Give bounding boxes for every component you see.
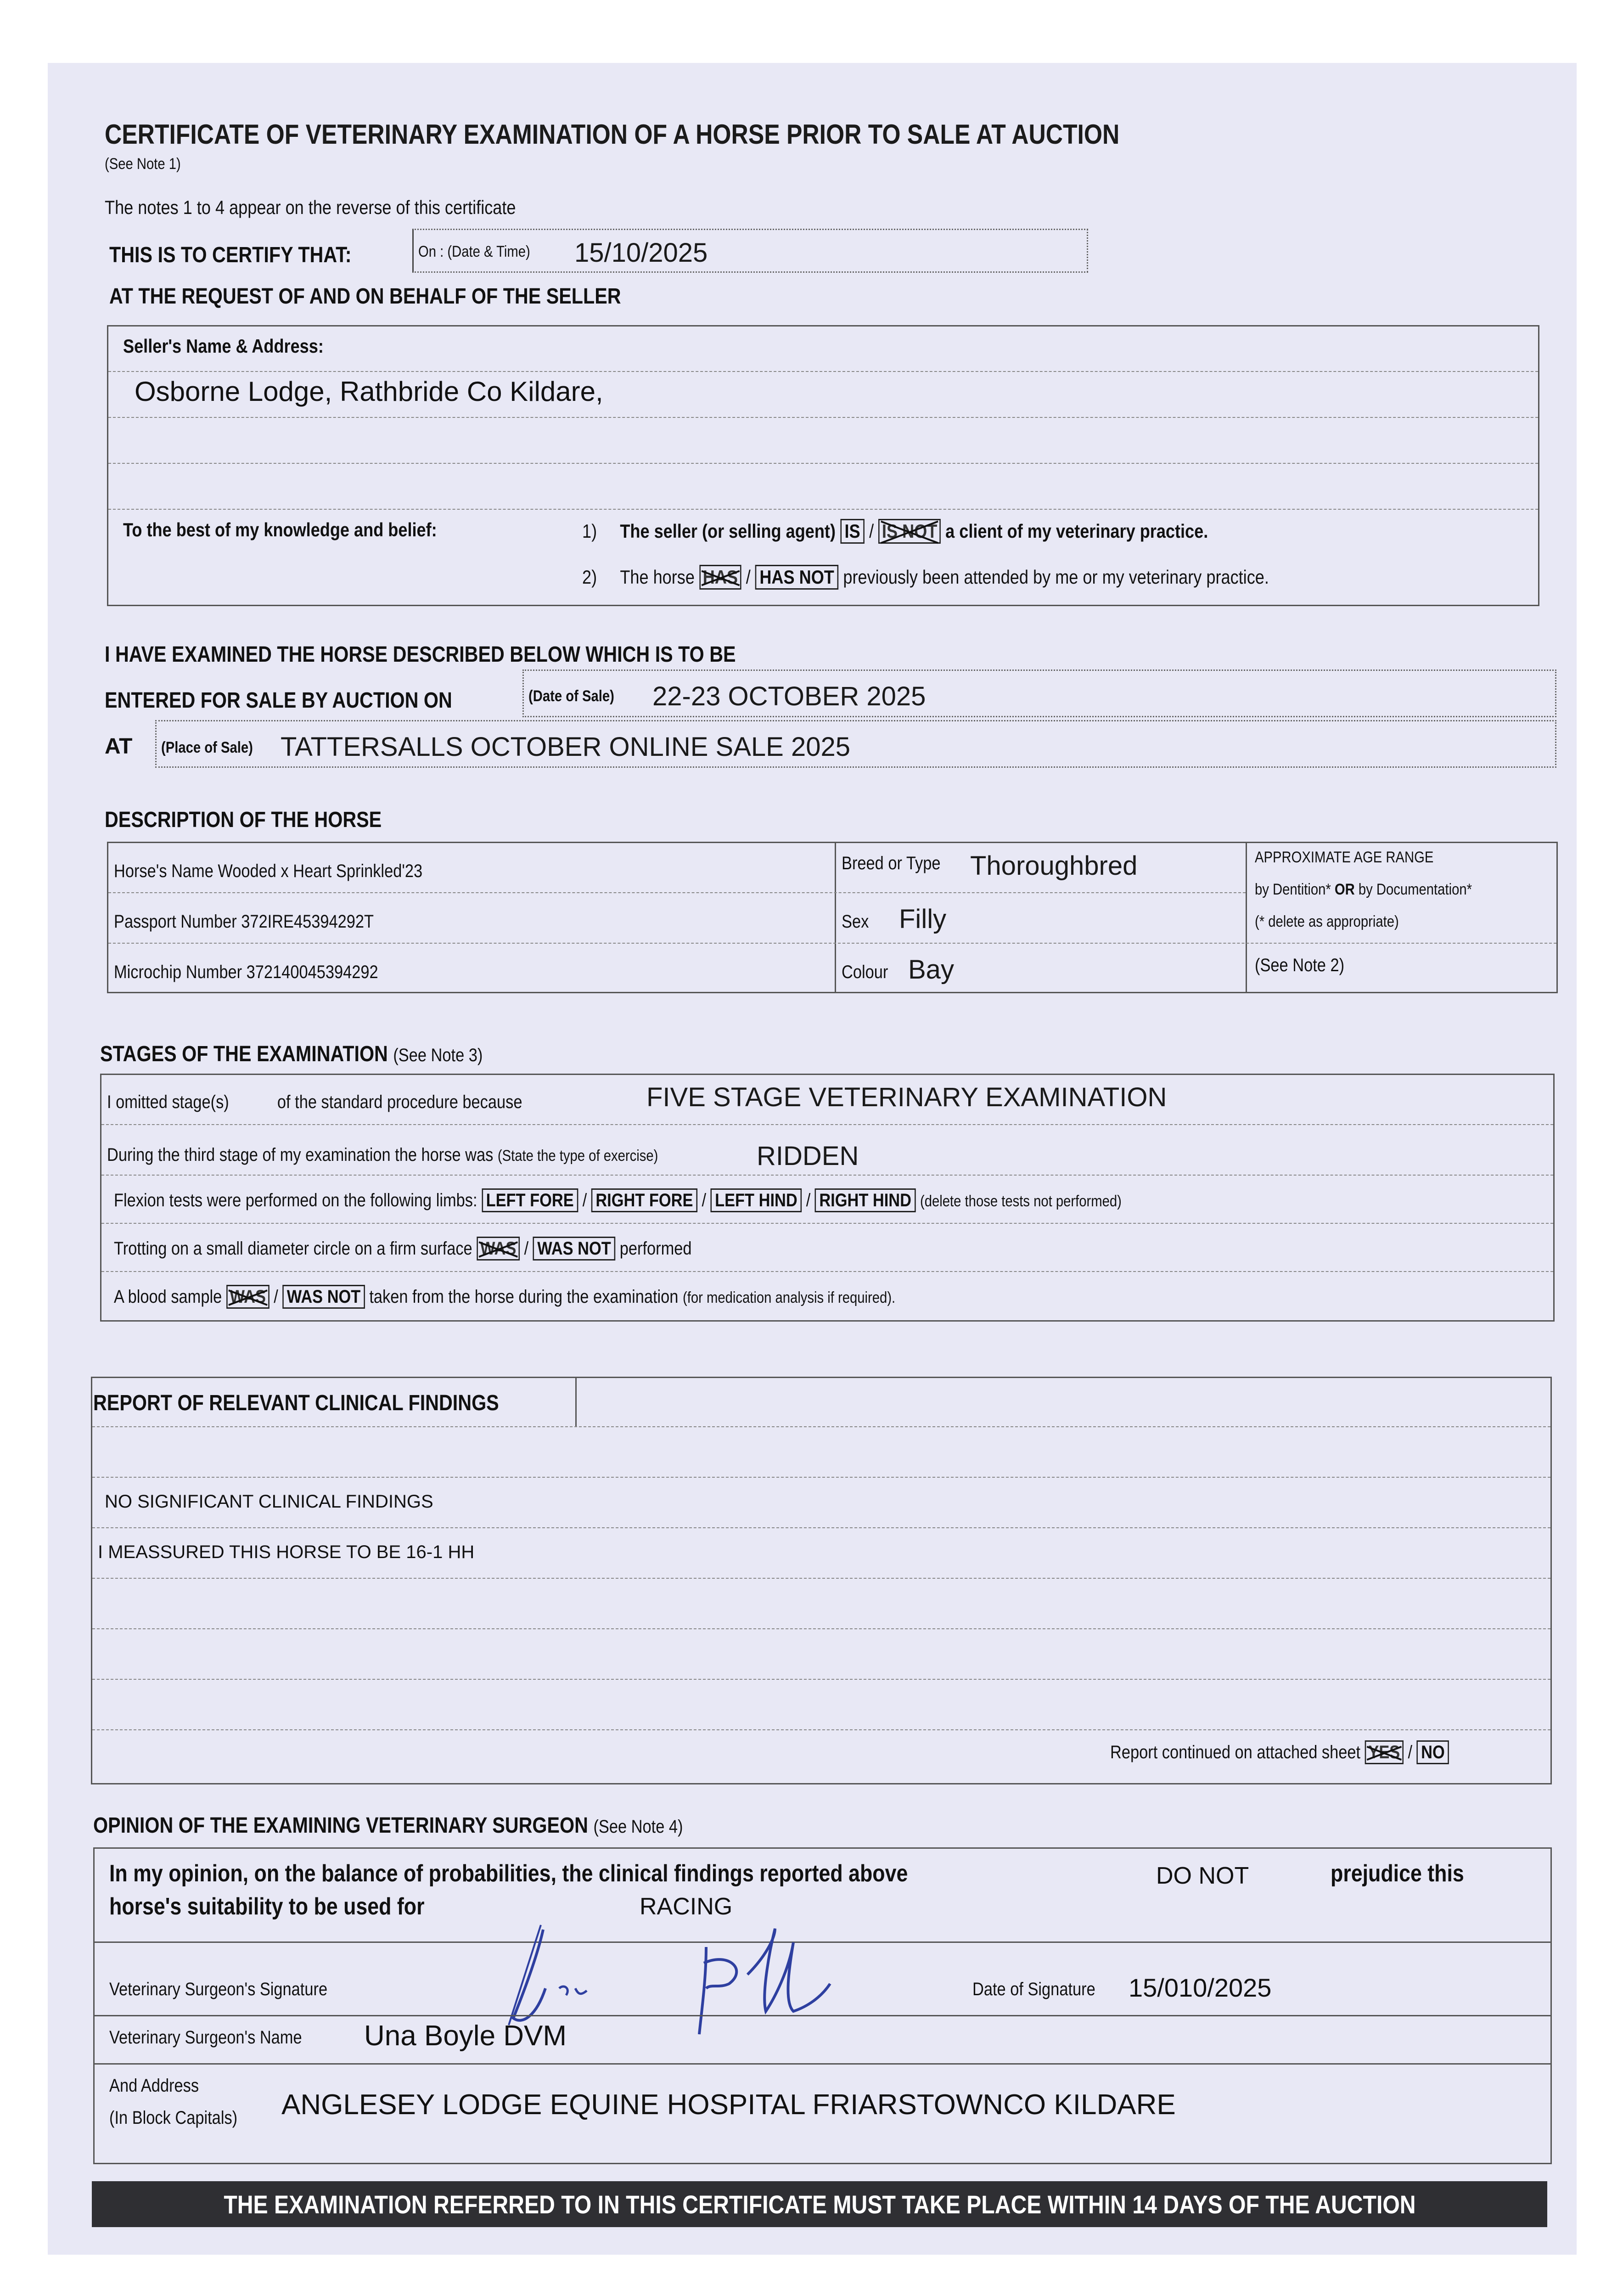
address-label-2: (In Block Capitals)	[109, 2108, 238, 2128]
horse-name-row: Horse's Name Wooded x Heart Sprinkled'23	[114, 861, 423, 881]
request-line: AT THE REQUEST OF AND ON BEHALF OF THE SELLER	[109, 284, 621, 309]
has-not-option[interactable]: HAS NOT	[755, 565, 838, 590]
finding-line-2: I MEASSURED THIS HORSE TO BE 16-1 HH	[98, 1542, 475, 1562]
age-see-note: (See Note 2)	[1255, 955, 1345, 975]
date-time-field[interactable]	[412, 229, 1088, 273]
notes-line: The notes 1 to 4 appear on the reverse of this certificate	[105, 197, 516, 218]
description-title: DESCRIPTION OF THE HORSE	[105, 808, 382, 832]
opinion-text-a: In my opinion, on the balance of probabilities, the clinical findings reported above	[109, 1860, 908, 1887]
blood-sample-row: A blood sample WAS / WAS NOT taken from the horse during the examination (for medication analysis if required).	[114, 1285, 1022, 1309]
left-fore-option[interactable]: LEFT FORE	[482, 1188, 578, 1212]
age-title: APPROXIMATE AGE RANGE	[1255, 849, 1434, 866]
seller-label: Seller's Name & Address:	[123, 335, 324, 357]
on-label: On : (Date & Time)	[418, 243, 530, 260]
breed-row: Breed or Type	[842, 853, 941, 873]
is-option[interactable]: IS	[840, 519, 865, 544]
item-1: 1) The seller (or selling agent) IS / IS NOT a client of my veterinary practice.	[582, 519, 1310, 544]
title-note: (See Note 1)	[105, 155, 181, 173]
seller-box	[107, 325, 1539, 606]
right-fore-option[interactable]: RIGHT FORE	[591, 1188, 697, 1212]
microchip-value: 372140045394292	[246, 962, 378, 982]
certify-label: THIS IS TO CERTIFY THAT:	[109, 243, 352, 267]
date-signature-label: Date of Signature	[972, 1979, 1095, 1999]
examined-line: I HAVE EXAMINED THE HORSE DESCRIBED BELOW WHICH IS TO BE	[105, 642, 736, 667]
entered-label: ENTERED FOR SALE BY AUCTION ON	[105, 688, 452, 713]
surgeon-name-label: Veterinary Surgeon's Name	[109, 2027, 302, 2048]
flexion-row: Flexion tests were performed on the following limbs: LEFT FORE / RIGHT FORE / LEFT HIND / RIGHT HIND (delete those tests not performed)	[114, 1188, 1286, 1212]
sex-value: Filly	[899, 904, 947, 934]
blood-was-option[interactable]: WAS	[226, 1285, 270, 1309]
is-not-option[interactable]: IS NOT	[878, 519, 941, 544]
passport-value: 372IRE45394292T	[241, 912, 374, 932]
date-of-sale-field[interactable]	[522, 670, 1556, 717]
date-signature-value: 15/010/2025	[1129, 1973, 1272, 2002]
age-delete-note: (* delete as appropriate)	[1255, 913, 1399, 930]
trotting-row: Trotting on a small diameter circle on a firm surface WAS / WAS NOT performed	[114, 1237, 786, 1261]
microchip-row: Microchip Number 372140045394292	[114, 962, 378, 982]
findings-title: REPORT OF RELEVANT CLINICAL FINDINGS	[93, 1391, 499, 1415]
seller-address: Osborne Lodge, Rathbride Co Kildare,	[135, 376, 603, 407]
belief-label: To the best of my knowledge and belief:	[123, 519, 437, 540]
trotting-was-not-option[interactable]: WAS NOT	[533, 1237, 615, 1261]
finding-line-1: NO SIGNIFICANT CLINICAL FINDINGS	[105, 1491, 433, 1512]
findings-box	[91, 1377, 1552, 1784]
stages-title: STAGES OF THE EXAMINATION (See Note 3)	[100, 1042, 483, 1066]
place-of-sale-field[interactable]	[155, 720, 1556, 768]
at-label: AT	[105, 734, 133, 759]
date-of-sale-value: 22-23 OCTOBER 2025	[652, 681, 926, 711]
passport-row: Passport Number 372IRE45394292T	[114, 912, 374, 932]
age-options: by Dentition* OR by Documentation*	[1255, 881, 1472, 898]
has-option[interactable]: HAS	[699, 565, 741, 590]
trotting-was-option[interactable]: WAS	[477, 1237, 520, 1261]
surgeon-name-value: Una Boyle DVM	[364, 2020, 567, 2052]
breed-value: Thoroughbred	[970, 851, 1138, 881]
on-value: 15/10/2025	[574, 238, 708, 268]
date-of-sale-label: (Date of Sale)	[528, 687, 614, 705]
opinion-title: OPINION OF THE EXAMINING VETERINARY SURGEON (See Note 4)	[93, 1813, 683, 1838]
continued-yes-option[interactable]: YES	[1365, 1740, 1404, 1764]
opinion-do-not: DO NOT	[1156, 1863, 1249, 1889]
horse-name-value: Wooded x Heart Sprinkled'23	[218, 861, 423, 881]
opinion-text-b: prejudice this	[1331, 1860, 1464, 1887]
item-2: 2) The horse HAS / HAS NOT previously been attended by me or my veterinary practice.	[582, 565, 1381, 590]
address-label-1: And Address	[109, 2076, 199, 2096]
opinion-use: RACING	[640, 1893, 733, 1920]
report-continued-row: Report continued on attached sheet YES / NO	[1110, 1740, 1504, 1764]
place-of-sale-value: TATTERSALLS OCTOBER ONLINE SALE 2025	[281, 732, 850, 762]
certificate-title: CERTIFICATE OF VETERINARY EXAMINATION OF A HORSE PRIOR TO SALE AT AUCTION	[105, 119, 1120, 150]
place-of-sale-label: (Place of Sale)	[161, 739, 253, 756]
sex-row: Sex	[842, 912, 869, 932]
footer-banner: THE EXAMINATION REFERRED TO IN THIS CERTIFICATE MUST TAKE PLACE WITHIN 14 DAYS OF THE AUCTION	[92, 2181, 1547, 2227]
omitted-value: FIVE STAGE VETERINARY EXAMINATION	[646, 1082, 1167, 1112]
colour-value: Bay	[908, 955, 954, 985]
left-hind-option[interactable]: LEFT HIND	[711, 1188, 802, 1212]
omitted-row: I omitted stage(s) of the standard procedure because	[107, 1092, 522, 1112]
opinion-text-c: horse's suitability to be used for	[109, 1893, 425, 1920]
colour-row: Colour	[842, 962, 888, 982]
third-stage-value: RIDDEN	[757, 1141, 859, 1171]
signature-label: Veterinary Surgeon's Signature	[109, 1979, 328, 1999]
blood-was-not-option[interactable]: WAS NOT	[282, 1285, 365, 1309]
continued-no-option[interactable]: NO	[1417, 1740, 1449, 1764]
surgeon-address-value: ANGLESEY LODGE EQUINE HOSPITAL FRIARSTOWNCO KILDARE	[281, 2089, 1176, 2121]
third-stage-row: During the third stage of my examination the horse was (State the type of exercise)	[107, 1145, 658, 1165]
right-hind-option[interactable]: RIGHT HIND	[815, 1188, 916, 1212]
